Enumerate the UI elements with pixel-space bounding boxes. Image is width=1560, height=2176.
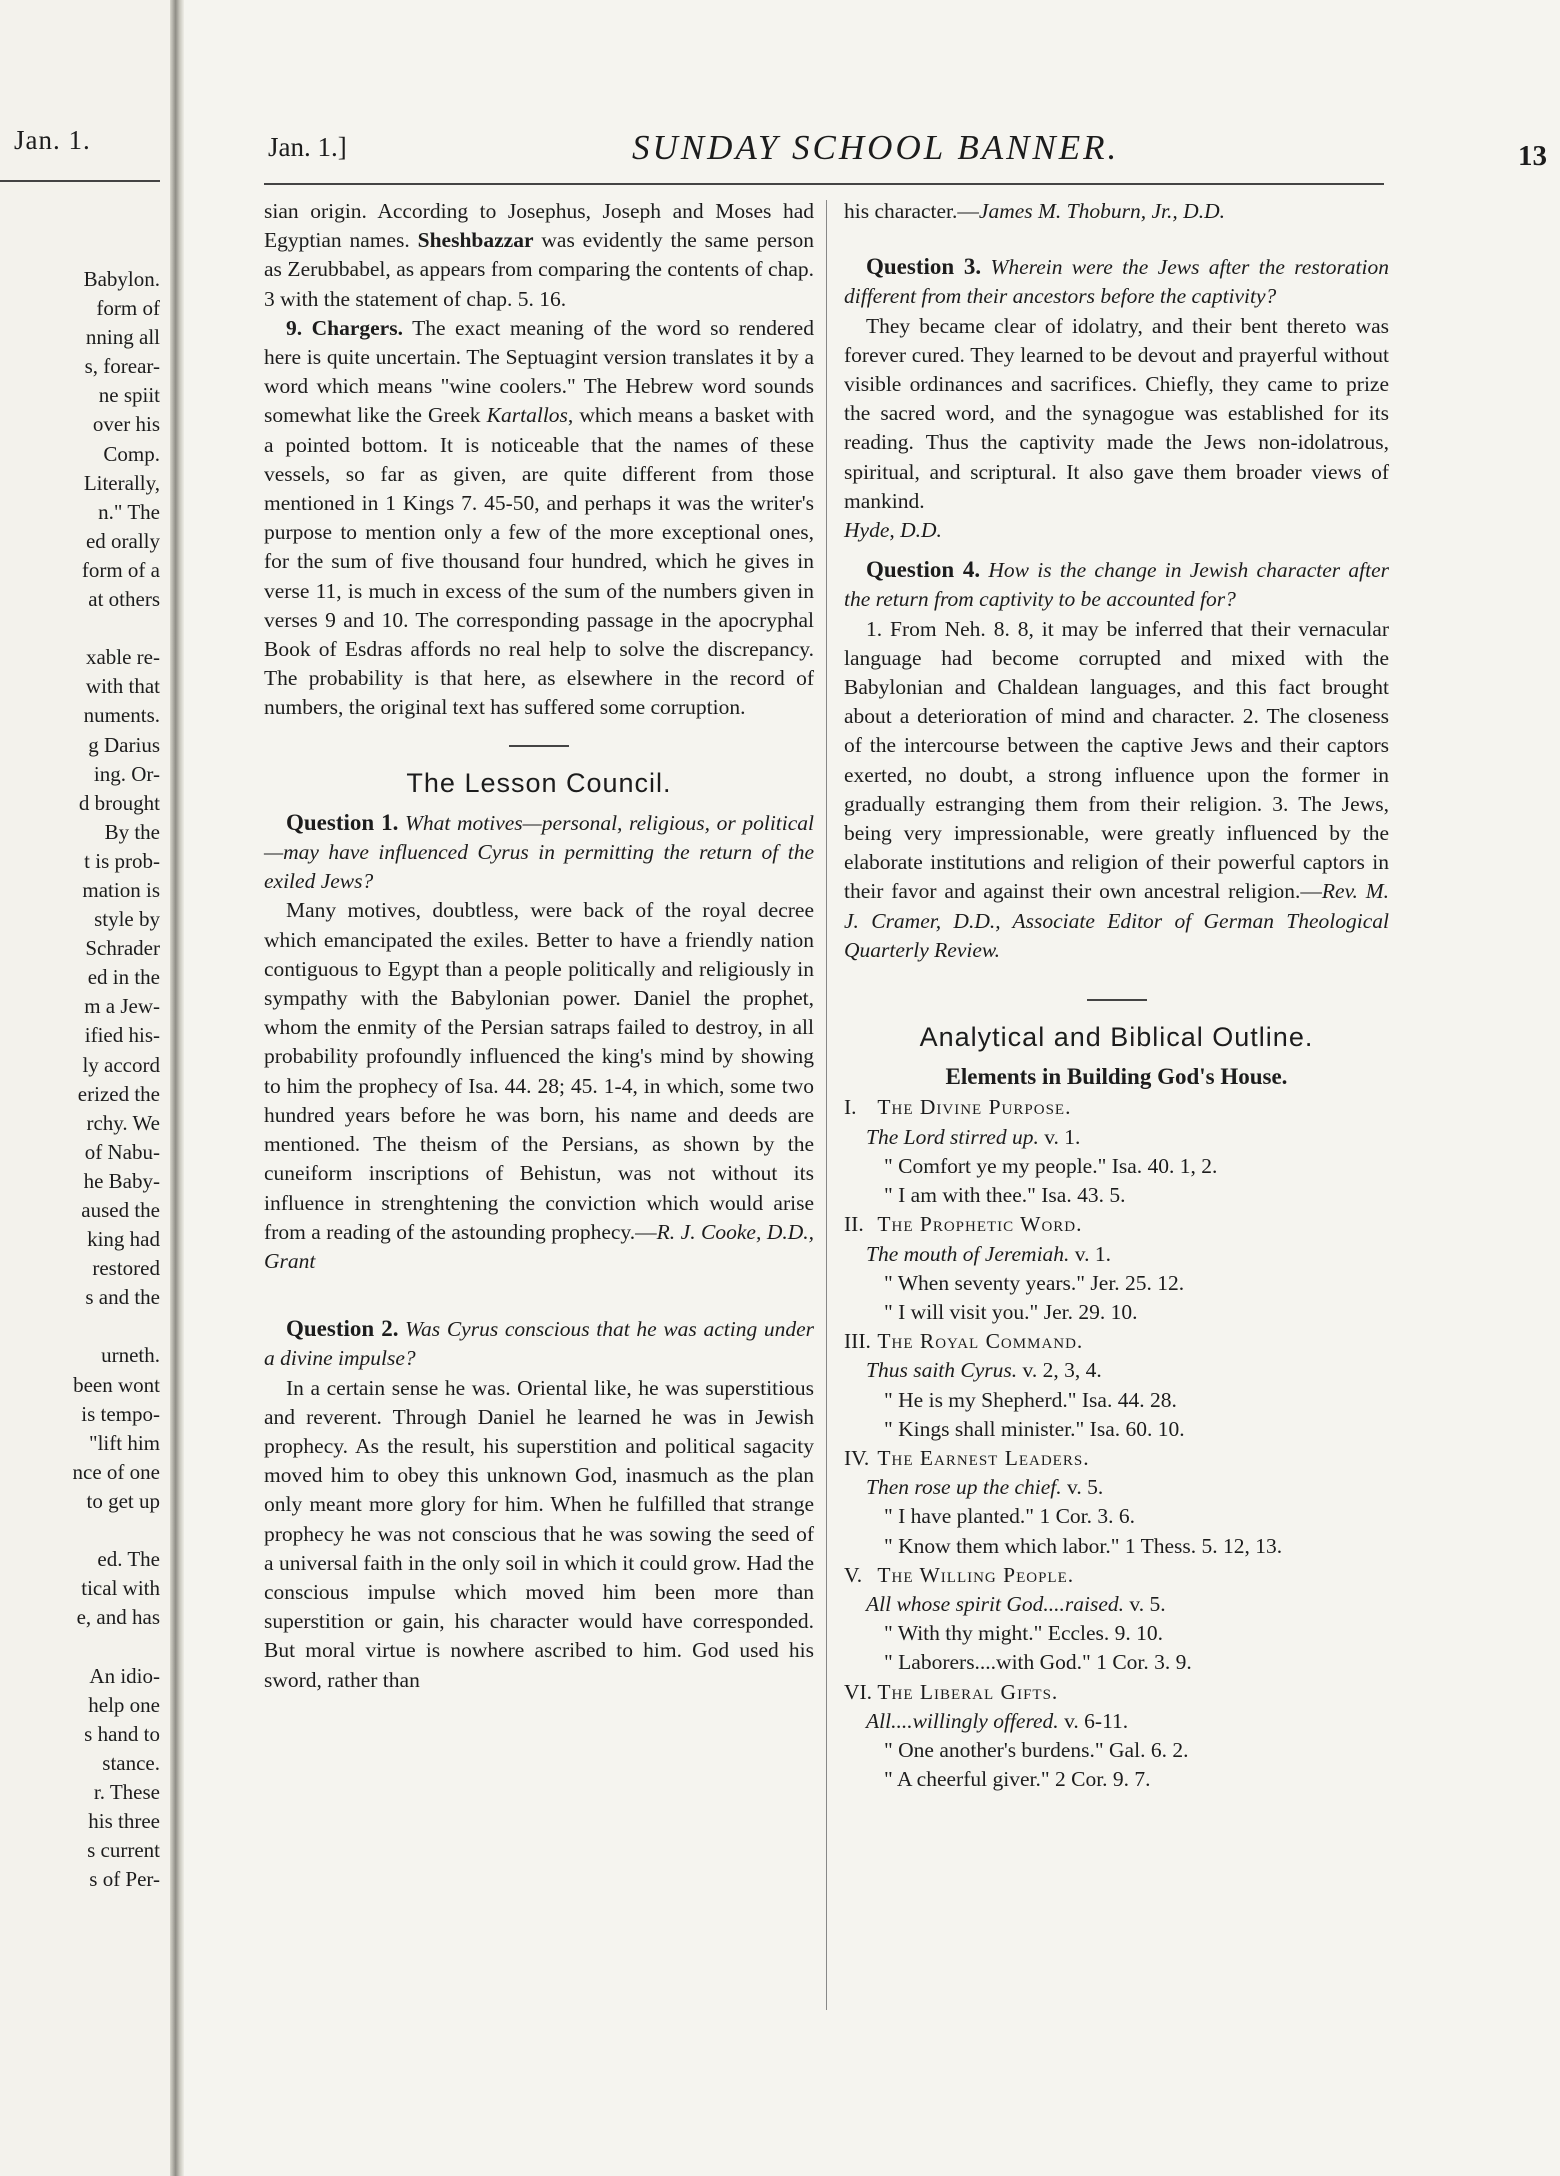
section-divider xyxy=(509,745,569,747)
facing-page-line: nning all xyxy=(85,325,160,350)
outline-head: The Prophetic Word. xyxy=(877,1212,1083,1237)
facing-page-line: t is prob- xyxy=(84,848,160,873)
outline-heading-line xyxy=(844,1093,1389,1122)
outline-text xyxy=(844,1240,1389,1269)
lesson-council-heading: The Lesson Council. xyxy=(406,767,672,798)
outline-verse: v. 1. xyxy=(1038,1124,1081,1149)
facing-page-line: s current xyxy=(87,1838,160,1863)
outline-number: III. xyxy=(844,1329,871,1354)
facing-page-line: s, forear- xyxy=(84,354,160,379)
facing-page-line xyxy=(0,1312,160,1341)
facing-page-line: king had xyxy=(87,1227,160,1252)
outline-head: The Liberal Gifts. xyxy=(877,1679,1059,1704)
book-gutter xyxy=(170,0,184,2176)
scripture-reference: " Know them which labor." 1 Thess. 5. 12, 13. xyxy=(884,1533,1283,1558)
scripture-reference: " I am with thee." Isa. 43. 5. xyxy=(884,1183,1126,1208)
facing-page-line: ed. The xyxy=(97,1547,160,1572)
facing-page-line: s hand to xyxy=(84,1721,160,1746)
facing-page-edge xyxy=(0,0,172,2176)
question-2: Question 2. Was Cyrus conscious that he was acting under a divine impulse? xyxy=(264,1316,815,1371)
outline-head: The Divine Purpose. xyxy=(877,1095,1072,1120)
facing-page-line: to get up xyxy=(86,1488,160,1513)
facing-page-line: s and the xyxy=(85,1285,160,1310)
facing-page-header: Jan. 1. xyxy=(14,125,91,155)
outline-heading-line xyxy=(844,1444,1389,1473)
facing-page-line: stance. xyxy=(102,1750,160,1775)
facing-page-line: mation is xyxy=(82,877,160,902)
facing-page-line: s of Per- xyxy=(89,1867,160,1892)
answer-3-author: Hyde, D.D. xyxy=(844,518,942,543)
facing-page-line: ed orally xyxy=(85,528,160,553)
answer-2-continued: his character.—James M. Thoburn, Jr., D.D. xyxy=(844,199,1225,223)
scripture-reference: " One another's burdens." Gal. 6. 2. xyxy=(884,1737,1189,1762)
magazine-title: SUNDAY SCHOOL BANNER. xyxy=(632,128,1120,167)
outline-verse: v. 5. xyxy=(1124,1591,1166,1616)
page xyxy=(184,0,1560,2176)
outline-text xyxy=(844,1123,1389,1152)
header-date: Jan. 1.] xyxy=(268,132,347,162)
answer-3: They became clear of idolatry, and their bent thereto was forever cured. They learned to be devout and prayerful without visible ordinances and sacrifices. Chiefly, they came to prize the sacred word, and the synagogue was established for its reading. Thus the captivity made the Jews non-idolatrous, spiritual, and scriptural. It also gave them broader views of mankind. xyxy=(844,313,1389,513)
outline-phrase: The Lord stirred up. xyxy=(866,1124,1039,1149)
facing-page-line: form of a xyxy=(81,557,160,582)
outline-item xyxy=(844,1327,1389,1444)
outline-number: I. xyxy=(844,1095,857,1120)
outline-item xyxy=(844,1678,1389,1795)
facing-page-line: been wont xyxy=(73,1372,160,1397)
facing-page-line: ne spiit xyxy=(98,383,160,408)
facing-page-line: ly accord xyxy=(82,1052,160,1077)
facing-page-line: rchy. We xyxy=(86,1110,160,1135)
facing-page-line: xable re- xyxy=(85,645,160,670)
question-3: Question 3. Wherein were the Jews after the restoration different from their ancestors before the captivity? xyxy=(844,254,1390,309)
scripture-reference: " I will visit you." Jer. 29. 10. xyxy=(884,1299,1138,1324)
facing-page-line: over his xyxy=(92,412,160,437)
outline-phrase: Thus saith Cyrus. xyxy=(866,1358,1018,1383)
facing-page-line: tical with xyxy=(81,1576,160,1601)
facing-page-line: of Nabu- xyxy=(84,1139,160,1164)
outline-item xyxy=(844,1561,1389,1678)
outline-heading-line xyxy=(844,1678,1389,1707)
facing-page-line: Schrader xyxy=(85,936,160,961)
outline-phrase: The mouth of Jeremiah. xyxy=(866,1241,1070,1266)
page-number: 13 xyxy=(1518,140,1547,172)
facing-page-line: his three xyxy=(88,1808,160,1833)
scripture-reference: " I have planted." 1 Cor. 3. 6. xyxy=(884,1504,1136,1529)
scripture-reference: " With thy might." Eccles. 9. 10. xyxy=(884,1621,1164,1646)
facing-page-line: Babylon. xyxy=(83,267,160,291)
outline-text xyxy=(844,1707,1389,1736)
facing-page-line: help one xyxy=(88,1692,160,1717)
chargers-note: 9. Chargers. The exact meaning of the word so rendered here is quite uncertain. The Septuagint version translates it by a word which means "wine coolers." The Hebrew word sounds somewhat like the Greek Kartallos, which means a basket with a pointed bottom. It is noticeable that the names of these vessels, so far as given, are quite different from those mentioned in 1 Kings 7. 45-50, and perhaps it was the writer's purpose to mention only a few of the more exceptional ones, for the sum of five thousand four hundred, which he gives in verse 11, is much in excess of the sum of the numbers given in verses 9 and 10. The corresponding passage in the apocryphal Book of Esdras affords no real help to solve the discrepancy. The probability is that here, as elsewhere in the record of numbers, the original text has suffered some corruption. xyxy=(264,315,815,720)
scripture-reference: " Comfort ye my people." Isa. 40. 1, 2. xyxy=(884,1153,1218,1178)
facing-page-line xyxy=(0,1632,160,1661)
column-divider xyxy=(826,200,827,2010)
outline-item xyxy=(844,1210,1389,1327)
outline-heading-line xyxy=(844,1210,1389,1239)
facing-page-line xyxy=(0,1516,160,1545)
scripture-reference: " Kings shall minister." Isa. 60. 10. xyxy=(884,1416,1185,1441)
facing-page-line: ed in the xyxy=(87,965,160,990)
facing-page-line: urneth. xyxy=(101,1343,160,1368)
outline-verse: v. 2, 3, 4. xyxy=(1017,1358,1102,1383)
right-column xyxy=(844,197,1389,1794)
facing-page-text xyxy=(0,265,160,1894)
facing-page-line: g Darius xyxy=(88,732,160,757)
facing-page-line: Comp. xyxy=(103,441,160,466)
outline-item xyxy=(844,1093,1389,1210)
facing-page-line: ified his- xyxy=(84,1023,160,1048)
answer-4: 1. From Neh. 8. 8, it may be inferred that their vernacular language had become corrupted and mixed with the Babylonian and Chaldean languages, and this fact brought about a deterioration of mind and character. 2. The closeness of the intercourse between the captive Jews and their captors exerted, no doubt, a strong influence upon the former in gradually estranging them from their religion. 3. The Jews, being very impressionable, were greatly influenced by the elaborate institutions and religion of their powerful captors in their favor and against their own ancestral religion.—Rev. M. J. Cramer, D.D., Associate Editor of German Theological Quarterly Review. xyxy=(844,616,1389,962)
outline-text xyxy=(844,1590,1389,1619)
outline-head: The Earnest Leaders. xyxy=(877,1445,1090,1470)
left-column xyxy=(264,197,814,1695)
outline-number: IV. xyxy=(844,1445,870,1470)
section-divider xyxy=(1087,999,1147,1001)
answer-1: Many motives, doubtless, were back of the royal decree which emancipated the exiles. Better to have a friendly nation contiguous to Egypt than a people politically and religiously in sympathy with the Babylonian power. Daniel the prophet, whom the enmity of the Persian satraps failed to destroy, in all probability profoundly influenced the king's mind by showing to him the prophecy of Isa. 44. 28; 45. 1-4, in which, some two hundred years before he was born, his name and deeds are mentioned. The theism of the Persians, as shown by the cuneiform inscriptions of Behistun, was not without its influence in strenghtening the conviction which would arise from a reading of the astounding prophecy.—R. J. Cooke, D.D., Grant xyxy=(264,898,815,1273)
facing-page-line: restored xyxy=(92,1256,160,1281)
question-4: Question 4. How is the change in Jewish character after the return from captivity to be accounted for? xyxy=(844,557,1389,612)
facing-page-line: r. These xyxy=(93,1779,160,1804)
outline-phrase: All....willingly offered. xyxy=(866,1708,1059,1733)
facing-page-line: n." The xyxy=(98,499,160,524)
facing-page-line: nce of one xyxy=(72,1459,160,1484)
continued-paragraph: sian origin. According to Josephus, Joseph and Moses had Egyptian names. Sheshbazzar was evidently the same person as Zerubbabel, as appears from comparing the contents of chap. 3 with the statement of chap. 5. 16. xyxy=(264,199,814,311)
facing-page-line: numents. xyxy=(83,703,160,728)
outline-list xyxy=(844,1093,1389,1794)
outline-verse: v. 5. xyxy=(1061,1475,1104,1500)
outline-item xyxy=(844,1444,1389,1561)
facing-page-line: aused the xyxy=(81,1198,160,1222)
outline-heading-line xyxy=(844,1327,1389,1356)
facing-page-line: Literally, xyxy=(83,470,160,495)
facing-page-line: style by xyxy=(94,907,160,932)
answer-2: In a certain sense he was. Oriental like, he was superstitious and reverent. Through Daniel he learned he was in Jewish prophecy. As the result, his superstition and political sagacity moved him to obey this unknown God, inasmuch as the plan only meant more glory for him. When he fulfilled that strange prophecy he was not conscious that he was sowing the seed of a universal faith in the only soil in which it could grow. Had the conscious impulse which moved him been more than superstition or gain, his character would have corresponded. But moral virtue is nowhere ascribed to him. God used his sword, rather than xyxy=(264,1375,814,1692)
outline-phrase: Then rose up the chief. xyxy=(866,1475,1062,1500)
facing-page-line: m a Jew- xyxy=(84,994,160,1019)
facing-page-line xyxy=(0,614,160,643)
facing-page-line: with that xyxy=(85,674,160,699)
outline-verse: v. 1. xyxy=(1069,1241,1112,1266)
outline-verse: v. 6-11. xyxy=(1058,1708,1129,1733)
outline-number: II. xyxy=(844,1212,864,1237)
facing-page-line: at others xyxy=(88,587,160,612)
outline-number: VI. xyxy=(844,1679,873,1704)
outline-head: The Willing People. xyxy=(877,1562,1075,1587)
facing-page-line: is tempo- xyxy=(81,1401,160,1426)
outline-text xyxy=(844,1473,1389,1502)
scripture-reference: " He is my Shepherd." Isa. 44. 28. xyxy=(884,1387,1177,1412)
question-1: Question 1. What motives—personal, religious, or political—may have influenced Cyrus in permitting the return of the exiled Jews? xyxy=(264,809,815,894)
facing-page-line: e, and has xyxy=(76,1605,160,1630)
outline-number: V. xyxy=(844,1562,863,1587)
scripture-reference: " A cheerful giver." 2 Cor. 9. 7. xyxy=(884,1767,1151,1792)
facing-page-line: he Baby- xyxy=(83,1168,160,1193)
facing-page-line: form of xyxy=(96,296,160,321)
outline-phrase: All whose spirit God....raised. xyxy=(866,1591,1125,1616)
facing-page-rule xyxy=(0,180,160,182)
running-head xyxy=(262,128,1547,178)
facing-page-line: erized the xyxy=(77,1081,160,1106)
outline-heading: Analytical and Biblical Outline. xyxy=(919,1022,1314,1053)
outline-title: Elements in Building God's House. xyxy=(945,1064,1288,1090)
outline-text xyxy=(844,1356,1389,1385)
outline-head: The Royal Command. xyxy=(877,1329,1084,1354)
header-rule xyxy=(264,183,1384,185)
scripture-reference: " When seventy years." Jer. 25. 12. xyxy=(884,1270,1185,1295)
outline-heading-line xyxy=(844,1561,1389,1590)
facing-page-line: ing. Or- xyxy=(93,761,160,786)
facing-page-line: An idio- xyxy=(89,1663,160,1688)
facing-page-line: "lift him xyxy=(89,1430,160,1455)
facing-page-line: d brought xyxy=(78,790,160,815)
scripture-reference: " Laborers....with God." 1 Cor. 3. 9. xyxy=(884,1650,1192,1675)
facing-page-line: By the xyxy=(104,819,160,844)
